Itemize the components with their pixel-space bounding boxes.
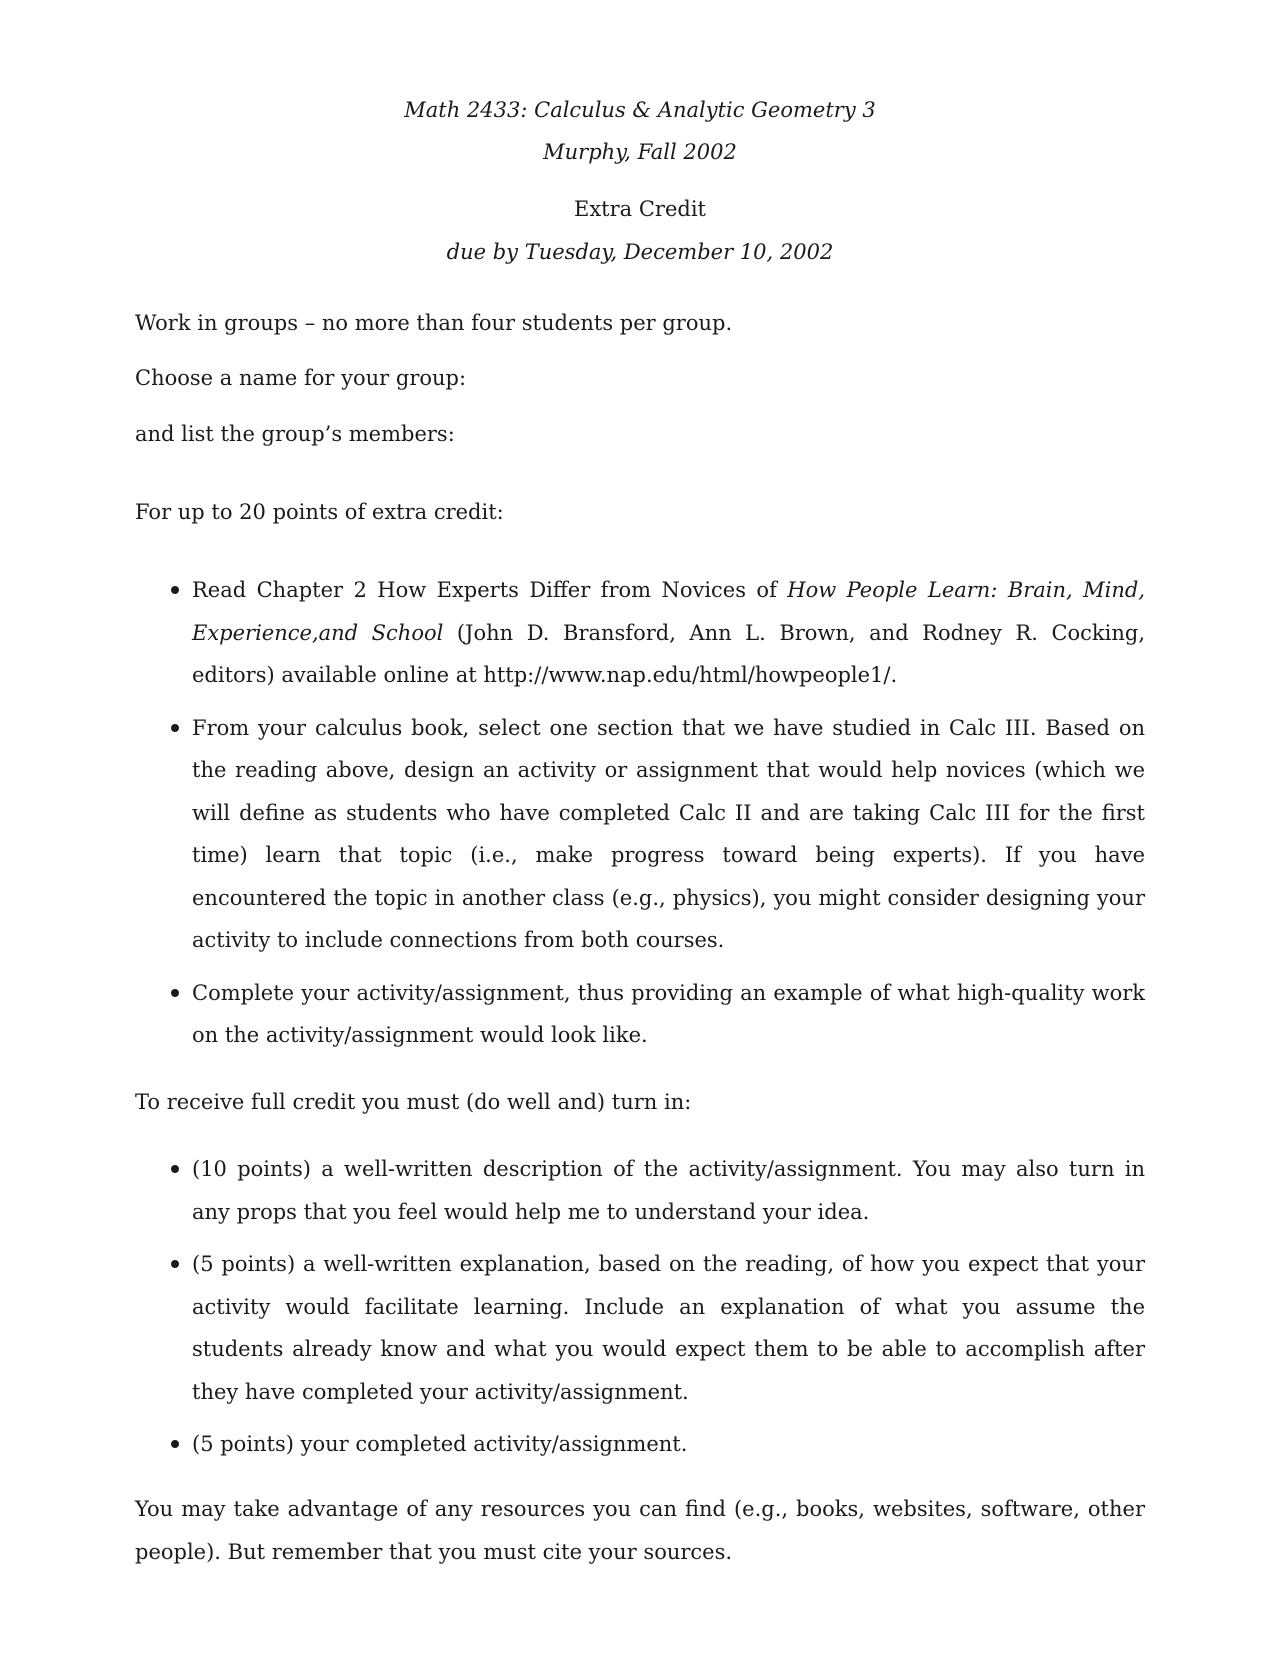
assignment-title: Extra Credit (574, 197, 706, 221)
task-list (135, 569, 1145, 1057)
deliverable-item-completed (135, 1423, 1145, 1466)
group-name-prompt: Choose a name for your group: (135, 366, 467, 390)
deliverables-list (135, 1148, 1145, 1466)
bullet-icon (171, 569, 179, 612)
deliverable-item-description (135, 1148, 1145, 1233)
task-reading-post: (John D. Bransford, Ann L. Brown, and Rodney R. Cocking, editors) available online at http://www.nap.edu/html/howpeople1/. (192, 620, 1146, 687)
task-reading-pre: Read Chapter 2 How Experts Differ from Novices of (192, 578, 788, 602)
bullet-icon (171, 707, 179, 750)
course-title: Math 2433: Calculus & Analytic Geometry 3 (404, 98, 876, 122)
credit-intro: To receive full credit you must (do well and) turn in: (135, 1090, 692, 1114)
bullet-icon (171, 1243, 179, 1286)
task-complete-text: Complete your activity/assignment, thus providing an example of what high-quality work on the activity/assignment would look like. (192, 980, 1145, 1047)
book-title: How People Learn: Brain, Mind, Experience,and School (192, 578, 1145, 645)
task-design-text: From your calculus book, select one section that we have studied in Calc III. Based on the reading above, design an activity or assignment that would help novices (which we will define as students who have completed Calc II and are taking Calc III for the first time) learn that topic (i.e., make progress toward being experts). If you have encountered the topic in another class (e.g., physics), you might consider designing your activity to include connections from both courses. (192, 715, 1145, 952)
due-date: due by Tuesday, December 10, 2002 (446, 240, 834, 264)
task-item-complete (135, 972, 1145, 1057)
points-intro: For up to 20 points of extra credit: (135, 500, 504, 524)
deliverable-explanation-text: (5 points) a well-written explanation, based on the reading, of how you expect that your activity would facilitate learning. Include an explanation of what you assume the students already know and what you would expect them to be able to accomplish after they have completed your activity/assignment. (192, 1252, 1145, 1404)
deliverable-completed-text: (5 points) your completed activity/assignment. (192, 1432, 688, 1456)
bullet-icon (171, 972, 179, 1015)
group-instructions: Work in groups – no more than four students per group. (135, 311, 733, 335)
deliverable-item-explanation (135, 1243, 1145, 1413)
closing-note: You may take advantage of any resources you can find (e.g., books, websites, software, other people). But remember that you must cite your sources. (135, 1497, 1145, 1564)
instructor-term: Murphy, Fall 2002 (543, 140, 737, 164)
task-item-design (135, 707, 1145, 962)
bullet-icon (171, 1148, 179, 1191)
task-item-reading (135, 569, 1145, 697)
bullet-icon (171, 1423, 179, 1466)
members-prompt: and list the group’s members: (135, 422, 455, 446)
deliverable-description-text: (10 points) a well-written description of the activity/assignment. You may also turn in any props that you feel would help me to understand your idea. (192, 1157, 1145, 1224)
